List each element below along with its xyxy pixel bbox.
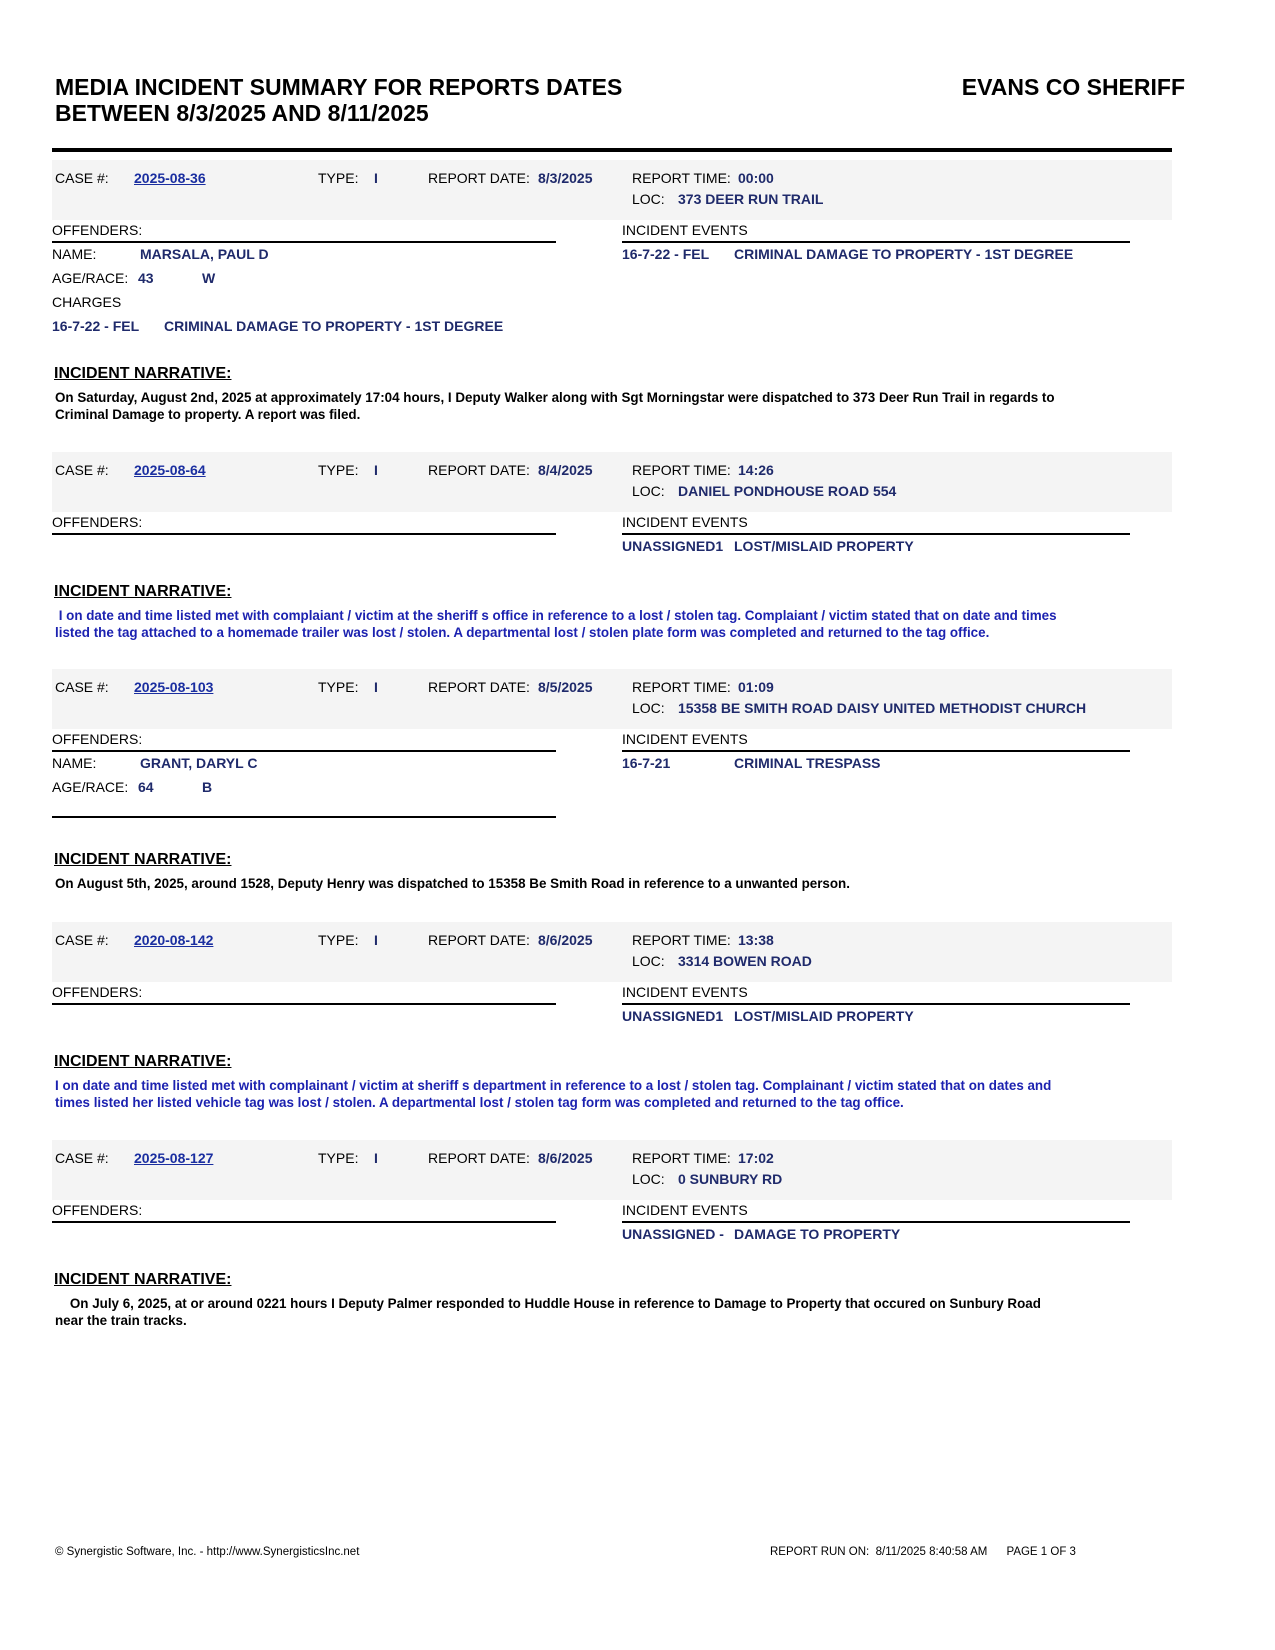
incident-events-underline [622,750,1130,752]
offender-age: 64 [138,779,154,795]
loc-label: LOC: [632,191,665,207]
narrative-text [55,389,1155,423]
case-number-link[interactable]: 2020-08-142 [134,932,214,948]
event-code: 16-7-21 [622,755,671,771]
event-code: UNASSIGNED1 [622,538,724,554]
offenders-label: OFFENDERS: [52,1202,143,1218]
offenders-underline [52,1221,556,1223]
loc-label: LOC: [632,483,665,499]
offenders-underline [52,1003,556,1005]
loc-value: 0 SUNBURY RD [678,1171,783,1187]
type-label: TYPE: [318,1150,359,1166]
agency-name: EVANS CO SHERIFF [961,74,1185,100]
header-divider [52,148,1172,152]
loc-label: LOC: [632,1171,665,1187]
report-date-label: REPORT DATE: [428,462,530,478]
narrative-text [55,1077,1155,1111]
event-description: LOST/MISLAID PROPERTY [734,1008,914,1024]
loc-label: LOC: [632,953,665,969]
narrative-line: times listed her listed vehicle tag was lost / stolen. A departmental lost / stolen tag form was completed and returned to the tag office. [55,1095,904,1110]
event-description: LOST/MISLAID PROPERTY [734,538,914,554]
incident-events-underline [622,241,1130,243]
type-value: I [374,679,378,695]
report-date-value: 8/3/2025 [538,170,593,186]
report-time-label: REPORT TIME: [632,1150,731,1166]
case-header-band [52,669,1172,729]
type-label: TYPE: [318,932,359,948]
incident-events-label: INCIDENT EVENTS [622,731,748,747]
report-time-label: REPORT TIME: [632,679,731,695]
case-label: CASE #: [55,1150,109,1166]
report-date-label: REPORT DATE: [428,170,530,186]
offender-name: GRANT, DARYL C [140,755,258,771]
narrative-line: I on date and time listed met with complaiant / victim at the sheriff s office in reference to a lost / stolen tag. Complaiant / victim stated that on date and times [55,608,1057,623]
narrative-line: On July 6, 2025, at or around 0221 hours I Deputy Palmer responded to Huddle House in reference to Damage to Property that occured on Sunbury Road [55,1296,1041,1311]
offenders-label: OFFENDERS: [52,731,143,747]
narrative-line: I on date and time listed met with complainant / victim at sheriff s department in reference to a lost / stolen tag. Complainant / victim stated that on dates and [55,1078,1052,1093]
report-date-value: 8/6/2025 [538,932,593,948]
case-label: CASE #: [55,932,109,948]
report-time-label: REPORT TIME: [632,462,731,478]
loc-value: 373 DEER RUN TRAIL [678,191,824,207]
loc-label: LOC: [632,700,665,716]
narrative-heading: INCIDENT NARRATIVE: [54,1053,232,1070]
case-number-link[interactable]: 2025-08-36 [134,170,206,186]
charge-description: CRIMINAL DAMAGE TO PROPERTY - 1ST DEGREE [164,318,504,334]
narrative-line: listed the tag attached to a homemade trailer was lost / stolen. A departmental lost / stolen plate form was completed and returned to the tag office. [55,625,990,640]
narrative-line: On Saturday, August 2nd, 2025 at approximately 17:04 hours, I Deputy Walker along with Sgt Morningstar were dispatched to 373 Deer Run Trail in regards to [55,390,1055,405]
report-time-label: REPORT TIME: [632,170,731,186]
offender-race: W [202,270,216,286]
report-date-value: 8/5/2025 [538,679,593,695]
title-line-1: MEDIA INCIDENT SUMMARY FOR REPORTS DATES [55,74,623,100]
case-number-link[interactable]: 2025-08-64 [134,462,206,478]
report-date-value: 8/6/2025 [538,1150,593,1166]
type-value: I [374,932,378,948]
footer-copyright: © Synergistic Software, Inc. - http://www.SynergisticsInc.net [55,1546,360,1558]
offenders-underline [52,750,556,752]
narrative-heading: INCIDENT NARRATIVE: [54,365,232,382]
report-time-value: 17:02 [738,1150,774,1166]
report-time-value: 13:38 [738,932,774,948]
incident-events-label: INCIDENT EVENTS [622,1202,748,1218]
offenders-underline [52,241,556,243]
report-date-label: REPORT DATE: [428,679,530,695]
title-line-2: BETWEEN 8/3/2025 AND 8/11/2025 [55,100,429,126]
charge-code: 16-7-22 - FEL [52,318,140,334]
charges-label: CHARGES [52,294,122,310]
incident-events-underline [622,1003,1130,1005]
event-code: UNASSIGNED - [622,1226,724,1242]
footer-run-info: REPORT RUN ON: 8/11/2025 8:40:58 AM PAGE 1 OF 3 [770,1546,1076,1558]
type-label: TYPE: [318,462,359,478]
incident-events-label: INCIDENT EVENTS [622,984,748,1000]
case-header-band [52,1140,1172,1200]
narrative-line: near the train tracks. [55,1313,187,1328]
case-label: CASE #: [55,462,109,478]
event-code: 16-7-22 - FEL [622,246,710,262]
offenders-label: OFFENDERS: [52,514,143,530]
type-value: I [374,1150,378,1166]
incident-events-underline [622,1221,1130,1223]
case-number-link[interactable]: 2025-08-127 [134,1150,214,1166]
type-label: TYPE: [318,679,359,695]
loc-value: DANIEL PONDHOUSE ROAD 554 [678,483,897,499]
case-header-band [52,922,1172,982]
narrative-text [55,607,1155,641]
event-description: DAMAGE TO PROPERTY [734,1226,901,1242]
offenders-underline [52,533,556,535]
type-label: TYPE: [318,170,359,186]
offender-name: MARSALA, PAUL D [140,246,269,262]
case-label: CASE #: [55,170,109,186]
event-description: CRIMINAL DAMAGE TO PROPERTY - 1ST DEGREE [734,246,1074,262]
incident-events-underline [622,533,1130,535]
incident-events-label: INCIDENT EVENTS [622,514,748,530]
offender-name-label: NAME: [52,246,97,262]
report-date-label: REPORT DATE: [428,932,530,948]
report-date-value: 8/4/2025 [538,462,593,478]
report-time-value: 00:00 [738,170,774,186]
narrative-heading: INCIDENT NARRATIVE: [54,1271,232,1288]
offender-age: 43 [138,270,154,286]
loc-value: 15358 BE SMITH ROAD DAISY UNITED METHODIST CHURCH [678,700,1087,716]
offender-section-end-line [52,816,556,818]
age-race-label: AGE/RACE: [52,270,129,286]
narrative-text [55,1295,1155,1329]
loc-value: 3314 BOWEN ROAD [678,953,812,969]
case-number-link[interactable]: 2025-08-103 [134,679,214,695]
report-time-value: 01:09 [738,679,774,695]
case-label: CASE #: [55,679,109,695]
narrative-heading: INCIDENT NARRATIVE: [54,851,232,868]
case-header-band [52,160,1172,220]
narrative-line: On August 5th, 2025, around 1528, Deputy Henry was dispatched to 15358 Be Smith Road in reference to a unwanted person. [55,876,850,891]
type-value: I [374,462,378,478]
report-date-label: REPORT DATE: [428,1150,530,1166]
age-race-label: AGE/RACE: [52,779,129,795]
type-value: I [374,170,378,186]
incident-events-label: INCIDENT EVENTS [622,222,748,238]
offender-race: B [202,779,213,795]
offender-name-label: NAME: [52,755,97,771]
page-title [55,74,622,126]
event-code: UNASSIGNED1 [622,1008,724,1024]
case-header-band [52,452,1172,512]
narrative-text [55,875,1155,892]
report-time-label: REPORT TIME: [632,932,731,948]
narrative-heading: INCIDENT NARRATIVE: [54,583,232,600]
event-description: CRIMINAL TRESPASS [734,755,881,771]
report-time-value: 14:26 [738,462,774,478]
narrative-line: Criminal Damage to property. A report was filed. [55,407,361,422]
offenders-label: OFFENDERS: [52,222,143,238]
offenders-label: OFFENDERS: [52,984,143,1000]
